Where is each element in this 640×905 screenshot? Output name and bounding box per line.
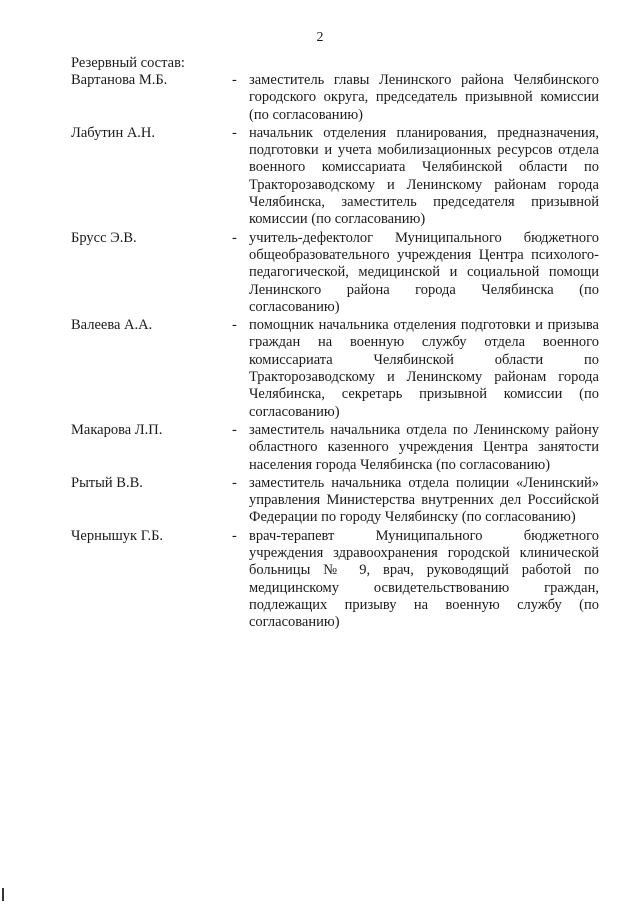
member-list (71, 72, 599, 632)
member-role: заместитель начальника отдела по Ленинскому району областного казенного учреждения Центра занятости населения города Челябинска (по согласованию) (249, 421, 599, 473)
member-dash: - (232, 421, 237, 438)
section-title: Резервный состав: (71, 55, 185, 71)
member-entry (71, 317, 599, 421)
member-role: начальник отделения планирования, предназначения, подготовки и учета мобилизационных ресурсов отдела военного комиссариата Челябинской области по Тракторозаводскому и Ленинскому районам города Челябинска, заместитель председателя призывной комиссии (по согласованию) (249, 124, 599, 228)
member-dash: - (232, 474, 237, 491)
member-role: помощник начальника отделения подготовки и призыва граждан на военную службу отдела военного комиссариата Челябинской области по Тракторозаводскому и Ленинскому районам города Челябинска, секретарь призывной комиссии (по согласованию) (249, 317, 599, 420)
member-role: врач-терапевт Муниципального бюджетного учреждения здравоохранения городской клинической больницы № 9, врач, руководящий работой по медицинскому освидетельствованию граждан, подлежащих призыву на военную службу (по согласованию) (249, 527, 599, 631)
member-name: Вартанова М.Б. (71, 72, 168, 88)
member-entry (71, 72, 599, 124)
member-role: заместитель начальника отдела полиции «Ленинский» управления Министерства внутренних дел Российской Федерации по городу Челябинску (по согласованию) (249, 474, 599, 526)
member-entry (71, 475, 599, 527)
member-entry (71, 230, 599, 316)
member-entry (71, 125, 599, 229)
member-role: учитель-дефектолог Муниципального бюджетного общеобразовательного учреждения Центра психолого-педагогической, медицинской и социальной помощи Ленинского района города Челябинска (по согласованию) (249, 229, 599, 315)
member-dash: - (232, 317, 237, 334)
member-entry (71, 422, 599, 474)
member-name: Валеева А.А. (71, 317, 153, 334)
page-number: 2 (316, 30, 324, 45)
scan-edge-mark (2, 888, 4, 901)
member-name: Брусс Э.В. (71, 229, 137, 246)
member-name: Макарова Л.П. (71, 421, 163, 438)
member-dash: - (232, 527, 237, 544)
member-dash: - (232, 72, 237, 88)
member-dash: - (232, 229, 237, 246)
member-name: Лабутин А.Н. (71, 124, 156, 141)
member-role: заместитель главы Ленинского района Челябинского городского округа, председатель призывной комиссии (по согласованию) (249, 72, 599, 123)
member-entry (71, 528, 599, 632)
member-name: Чернышук Г.Б. (71, 527, 164, 544)
member-dash: - (232, 124, 237, 141)
member-name: Рытый В.В. (71, 474, 143, 491)
